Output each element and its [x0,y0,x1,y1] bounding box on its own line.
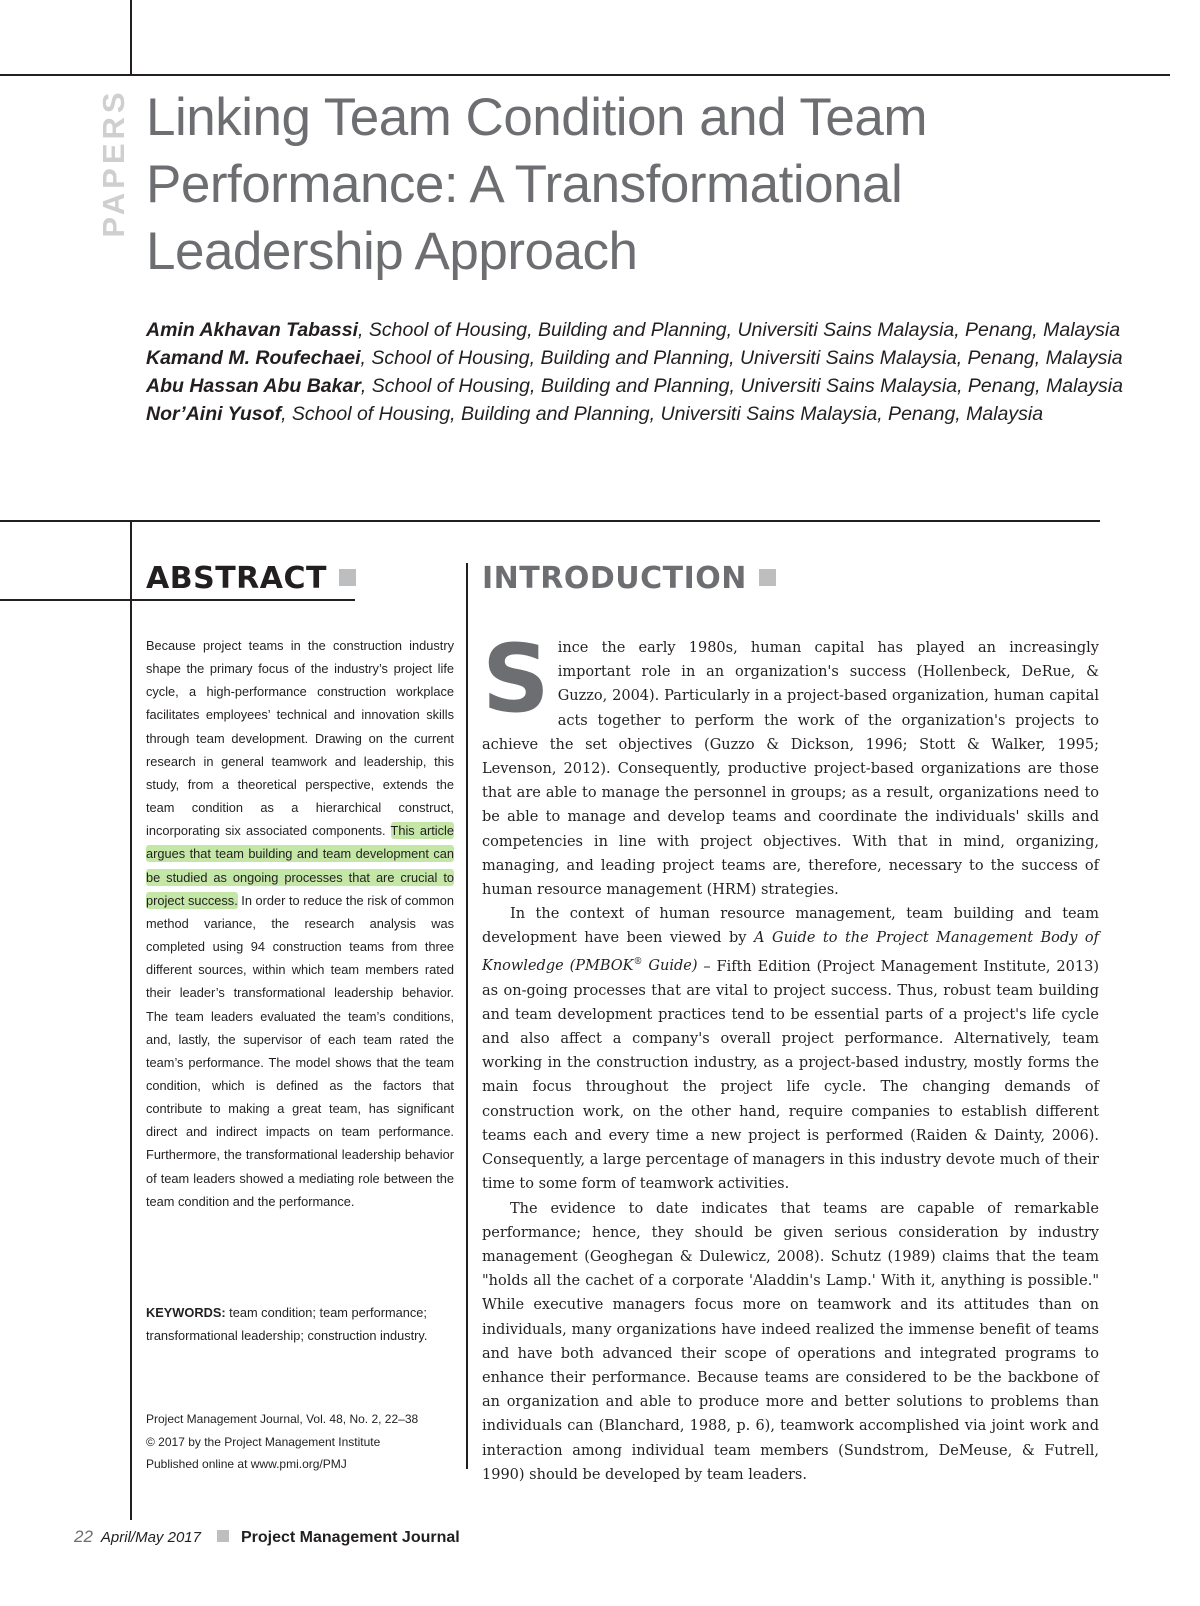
keywords-text: team condition; team performance; transformational leadership; construction industry. [146,1305,428,1343]
citation-copyright: © 2017 by the Project Management Institute [146,1434,381,1449]
abstract-body [146,634,454,1213]
intro-paragraph-2-lead: In the context of human resource management, team building and team development have been viewed by [482,906,1099,947]
author-affiliation: , School of Housing, Building and Planning, Universiti Sains Malaysia, Penang, Malaysia [360,375,1123,397]
introduction-body [482,625,1099,1487]
citation-block [146,1408,466,1476]
author-affiliation: , School of Housing, Building and Planning, Universiti Sains Malaysia, Penang, Malaysia [281,403,1044,425]
abstract-highlight[interactable]: This article argues that team building and team development can be studied as ongoing processes that are crucial to project success. [146,823,454,908]
issue-date: April/May 2017 [100,1529,201,1546]
keywords-label: KEYWORDS: [146,1305,226,1320]
article-title: Linking Team Condition and Team Performance: A Transformational Leadership Approach [146,88,928,281]
author-affiliation: , School of Housing, Building and Planning, Universiti Sains Malaysia, Penang, Malaysia [360,347,1123,369]
footer-square-icon [217,1530,229,1542]
section-tag [84,78,144,248]
intro-paragraph-2-rest: – Fifth Edition (Project Management Institute, 2013) as on-going processes that are vital to project success. Thus, robust team building and team development practices tend to be essential parts of a project's life cycle and also affect a company's overall project performance. Alternatively, team working in the construction industry, as a project-based industry, mostly forms the main focus throughout the project life cycle. The changing demands of construction work, on the other hand, require companies to establish different teams each and every time a new project is performed (Raiden & Dainty, 2006). Consequently, a large percentage of managers in this industry devote much of their time to some form of teamwork activities. [482,958,1099,1193]
header-horizontal-rule [0,74,1170,76]
author-affiliation: , School of Housing, Building and Planning, Universiti Sains Malaysia, Penang, Malaysia [358,319,1121,341]
intro-paragraph-1-text: ince the early 1980s, human capital has played an increasingly important role in an organization's success (Hollenbeck, DeRue, & Guzzo, 2004). Particularly in a project-based organization, human capital acts together to perform the work of the organization's projects to achieve the set objectives (Guzzo & Dickson, 1996; Stott & Walker, 1995; Levenson, 2012). Consequently, productive project-based organizations are those that are able to manage the personnel in groups; as a result, organizations need to be able to manage and develop teams and coordinate the individuals' skills and competencies in line with project objectives. With that in mind, organizing, managing, and leading project teams are, therefore, necessary to the success of human resource management (HRM) strategies. [482,640,1099,899]
author-entry [146,400,1136,428]
section-tag-text: PAPERS [96,88,131,238]
pmbok-title-end: Guide) [642,958,698,975]
author-entry [146,344,1136,372]
journal-name: Project Management Journal [240,1529,460,1546]
introduction-heading [482,561,776,596]
left-column-vertical-rule [130,520,132,1520]
registered-mark: ® [633,957,643,968]
author-name: Nor’Aini Yusof [146,403,282,425]
intro-paragraph-1 [482,625,1099,902]
keywords [146,1302,446,1347]
page-footer [74,1527,554,1547]
author-name: Abu Hassan Abu Bakar [146,375,361,397]
introduction-heading-text: INTRODUCTION [482,561,747,596]
column-divider-rule [466,563,468,1469]
citation-online: Published online at www.pmi.org/PMJ [146,1457,347,1471]
abstract-text-after: In order to reduce the risk of common method variance, the research analysis was completed using 94 construction teams from three different sources, within which team members rated their leader’s transformational leadership behavior. The team leaders evaluated the team’s conditions, and, lastly, the supervisor of each team rated the team’s performance. The model shows that the team condition, which is defined as the factors that contribute to making a great team, has significant direct and indirect impacts on team performance. Furthermore, the transformational leadership behavior of team leaders showed a mediating role between the team condition and the performance. [146,892,454,1209]
citation-journal: Project Management Journal, Vol. 48, No. 2, 22–38 [146,1412,419,1426]
author-list [146,316,1136,428]
abstract-text-before: Because project teams in the construction industry shape the primary focus of the industry’s project life cycle, a high-performance construction workplace facilitates employees’ technical and innovation skills through team development. Drawing on the current research in general teamwork and leadership, this study, from a theoretical perspective, extends the team condition as a hierarchical construct, incorporating six associated components. [146,638,454,839]
abstract-heading [146,561,356,596]
author-entry [146,316,1136,344]
author-name: Amin Akhavan Tabassi [146,319,359,341]
heading-square-icon [339,569,356,586]
abstract-heading-text: ABSTRACT [146,561,327,596]
author-entry [146,372,1136,400]
top-vertical-rule [130,0,132,76]
author-name: Kamand M. Roufechaei [146,347,361,369]
drop-cap: S [482,625,550,734]
abstract-heading-rule [0,599,355,601]
heading-square-icon [759,569,776,586]
pmbok-title-text: A Guide to the Project Management Body of Knowledge (PMBOK [482,930,1099,975]
page-number: 22 [74,1527,93,1546]
intro-paragraph-2 [482,902,1099,1196]
authors-bottom-rule [0,520,1100,522]
intro-paragraph-3: The evidence to date indicates that teams are capable of remarkable performance; hence, they should be given serious consideration by industry management (Geoghegan & Dulewicz, 2008). Schutz (1989) claims that the team "holds all the cachet of a corporate 'Aladdin's Lamp.' With it, anything is possible." While executive managers focus more on teamwork and its attitudes than on individuals, many organizations have indeed realized the immense benefit of teams and have both advanced their scope of operations and integrated programs to enhance their performance. Because teams are considered to be the backbone of an organization and able to produce more and better solutions to problems than individuals can (Blanchard, 1988, p. 6), teamwork accomplished via joint work and interaction among individual team members (Sundstrom, DeMeuse, & Futrell, 1990) should be developed by team leaders. [482,1200,1099,1483]
